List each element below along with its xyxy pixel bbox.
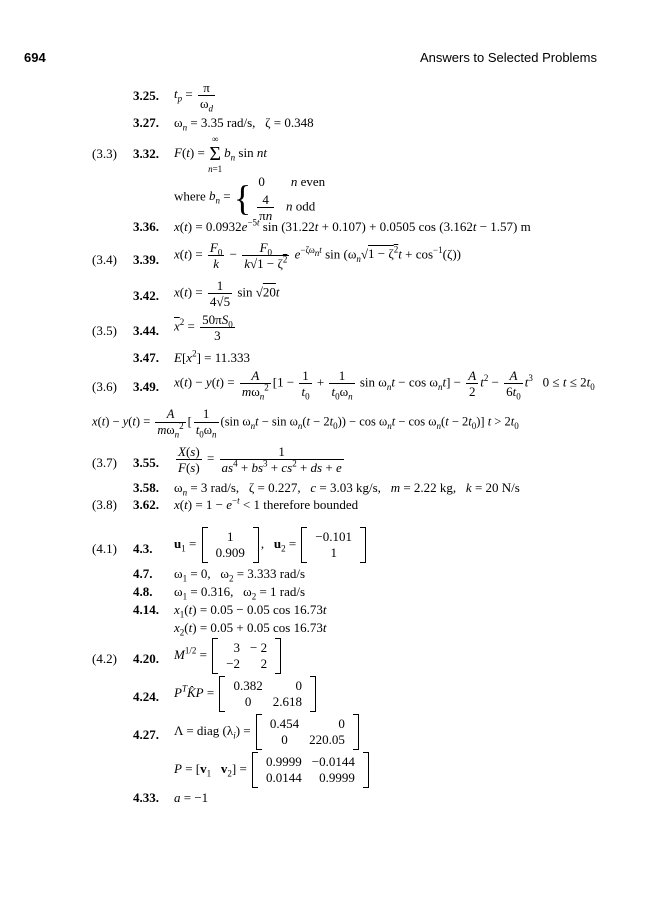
section-label: (3.8)	[92, 497, 117, 512]
answer-equation: $x_1(t) = 0.05 - 0.05$ cos 16.73t	[174, 602, 327, 620]
answer-equation: x(t) = $\frac{F_0}{k}$ − $\frac{F_0}{k√1 - \zeta^2}$ $e^{-\zeta\omega_nt}$ $\sin (\omega_n√1 - \zeta^2t + \cos^{-1}(\zeta))$	[174, 240, 461, 271]
section-label: (4.1)	[92, 541, 117, 556]
section-label: (3.6)	[92, 379, 117, 394]
section-label: (3.3)	[92, 146, 117, 161]
problem-number: 3.44.	[133, 323, 159, 338]
problem-number: 4.24.	[133, 689, 159, 704]
answer-equation: x(t) − y(t) = $\frac{A}{m\omega_n^2}$ [1 − $\frac{1}{t_0}$ + $\frac{1}{t_0\omega_n}$ $\sin \omega_nt - \cos \omega_nt$] − $\frac{A}{2}$ $t^2$ − $\frac{A}{6t_0}$ $t^3$ $0 \le t \le 2t_0$	[174, 368, 595, 402]
answer-equation: Λ = diag $(\lambda_i)$ = 0.454 0 0 220.05	[174, 714, 361, 750]
problem-number: 3.62.	[133, 497, 159, 512]
answer-equation: $E[x^2] = 11.333$	[174, 348, 251, 365]
page-number: 694	[24, 50, 46, 65]
section-label: (3.4)	[92, 252, 117, 267]
answer-equation: $\omega_1 = 0$, $\omega_2 = 3.333$ rad/s	[174, 566, 306, 584]
problem-number: 3.36.	[133, 219, 159, 234]
answer-equation: $\omega_1 = 0.316$, $\omega_2 = 1$ rad/s	[174, 584, 306, 602]
problem-number: 3.27.	[133, 115, 159, 130]
section-label: (3.5)	[92, 323, 117, 338]
answer-equation: $\omega_n = 3$ rad/s, ζ = 0.227, c = 3.03 kg/s, m = 2.22 kg, k = 20 N/s	[174, 480, 520, 498]
answer-equation: $\overline{x}^2$ = $\frac{50\pi S_0}{3}$	[174, 312, 233, 343]
answer-equation: $x_2(t) = 0.05 + 0.05$ cos 16.73t	[174, 620, 327, 638]
section-label: (4.2)	[92, 651, 117, 666]
answer-equation: $\omega_n = 3.35$ rad/s, ζ = 0.348	[174, 115, 314, 133]
problem-number: 4.14.	[133, 602, 159, 617]
running-title: Answers to Selected Problems	[419, 50, 597, 65]
problem-number: 3.32.	[133, 146, 159, 161]
answer-equation: x(t) = $\frac{1}{4√5}$ sin √20t	[174, 278, 280, 309]
problem-number: 3.25.	[133, 88, 159, 103]
answer-equation: $x(t) = 1 - e^{-t} < 1$ therefore bounded	[174, 495, 359, 512]
problem-number: 4.20.	[133, 651, 159, 666]
answer-equation: a = −1	[174, 790, 209, 805]
problem-number: 3.42.	[133, 288, 159, 303]
answer-equation: $\frac{X(s)}{F(s)}$ = $\frac{1}{as^4 + bs^3 + cs^2 + ds + e}$	[178, 444, 342, 475]
answer-equation: where $b_n$ = { 0 n even $\frac{4}{\pi n}$ n odd	[174, 174, 326, 223]
problem-number: 4.33.	[133, 790, 159, 805]
answer-equation: $x(t) = 0.0932e^{-5t}$ sin (31.22t + 0.107) + 0.0505 cos (3.162t − 1.57) m	[174, 217, 531, 234]
problem-number: 4.8.	[133, 584, 153, 599]
answer-equation: $u_1$ = 1 0.909 , $u_2$ = −0.101 1	[174, 527, 368, 563]
answer-equation: $P^TK̂P$ = 0.382 0 0 2.618	[174, 676, 318, 712]
answer-equation: F(t) = ∞ Σ n=1 $b_n$ sin nt	[174, 134, 267, 174]
answer-equation: x(t) − y(t) = $\frac{A}{m\omega_n^2}$ [ $\frac{1}{t_0\omega_n}$ (sin $\omega_nt - \sin \omega_n(t - 2t_0)) - \cos \omega_nt - \cos \omega_n(t - 2t_0)$] $t > 2t_0$	[92, 407, 519, 440]
answer-equation: $t_p$ = $\frac{\pi}{\omega_d}$	[174, 80, 214, 114]
problem-number: 4.27.	[133, 727, 159, 742]
problem-number: 3.58.	[133, 480, 159, 495]
problem-number: 3.39.	[133, 252, 159, 267]
problem-number: 4.3.	[133, 541, 153, 556]
answer-equation: $P = [v_1$ $v_2$] = 0.9999 −0.0144 0.0144 0.9999	[174, 752, 371, 788]
problem-number: 4.7.	[133, 566, 153, 581]
problem-number: 3.49.	[133, 379, 159, 394]
section-label: (3.7)	[92, 455, 117, 470]
problem-number: 3.47.	[133, 350, 159, 365]
answer-equation: $M^{1/2}$ = 3 − 2 −2 2	[174, 638, 283, 674]
problem-number: 3.55.	[133, 455, 159, 470]
